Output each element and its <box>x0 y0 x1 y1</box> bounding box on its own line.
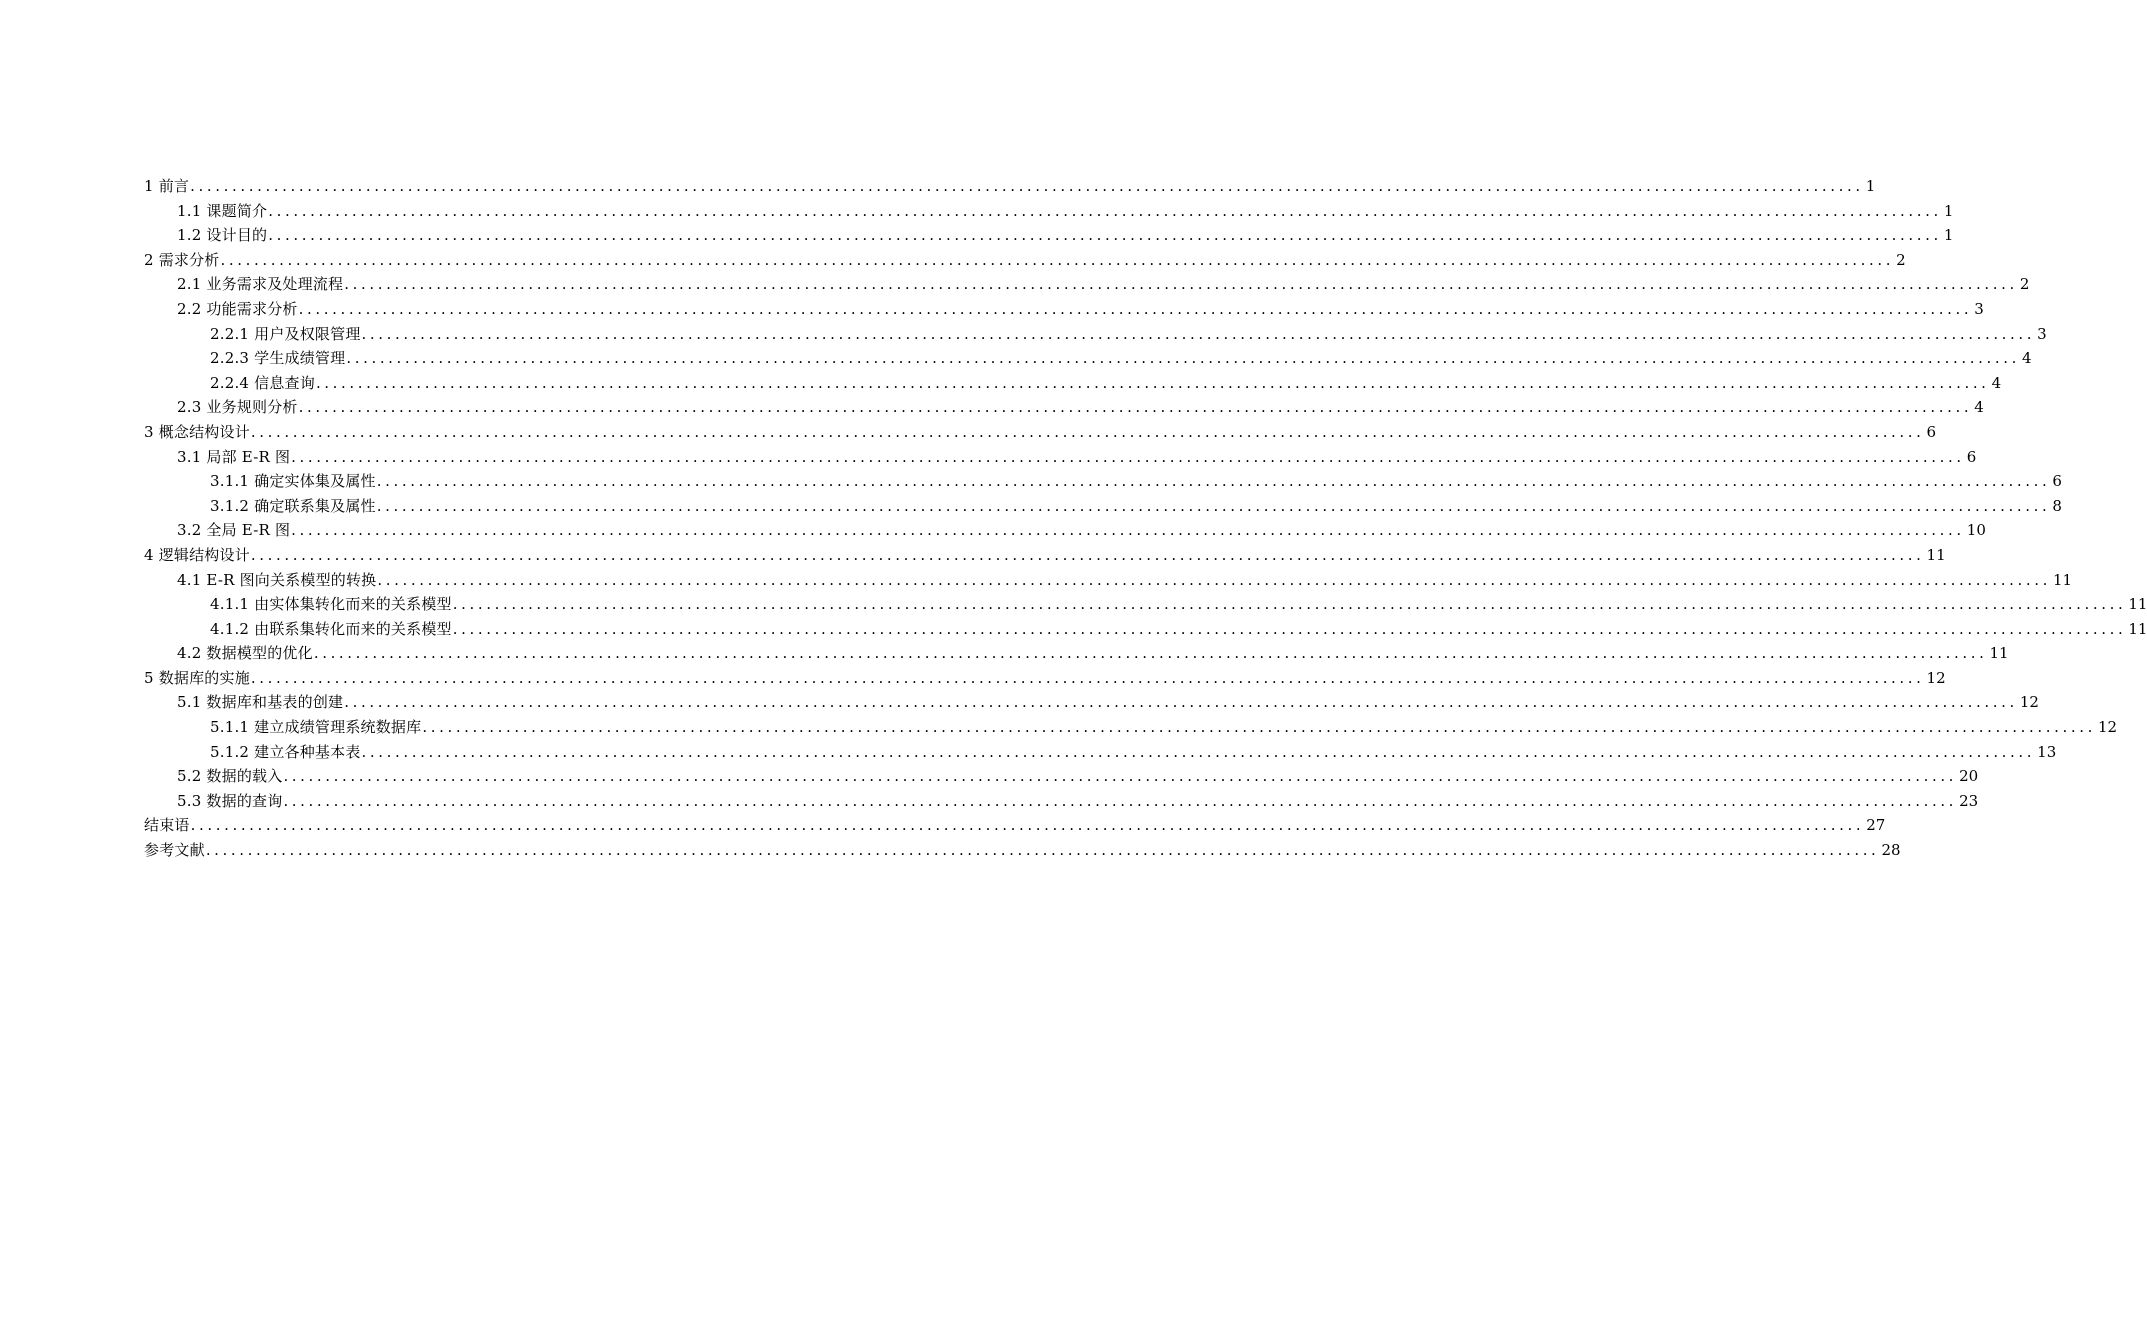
toc-dot-leader: ........................................................................................................................................................................................................ <box>452 619 2127 638</box>
toc-entry-page-number: 4 <box>1991 373 2002 392</box>
toc-entry[interactable] <box>144 568 2073 593</box>
toc-entry-page-number: 3 <box>2037 324 2047 343</box>
toc-entry[interactable] <box>144 248 1906 273</box>
toc-entry-title: 5.2 数据的载入 <box>177 767 283 786</box>
toc-entry-page-number: 1 <box>1943 226 1954 245</box>
toc-dot-leader: ........................................................................................................................................................................................................ <box>315 373 1990 392</box>
toc-entry-page-number: 6 <box>1926 422 1937 441</box>
toc-dot-leader: ........................................................................................................................................................................................................ <box>283 791 1958 810</box>
toc-entry[interactable] <box>144 346 2032 371</box>
toc-entry-page-number: 6 <box>2052 472 2062 491</box>
toc-entry-title: 2.2 功能需求分析 <box>177 299 298 318</box>
toc-dot-leader: ........................................................................................................................................................................................................ <box>344 693 2018 712</box>
toc-entry-title: 5 数据库的实施 <box>144 668 250 687</box>
toc-entry-page-number: 1 <box>1943 201 1954 220</box>
toc-entry-page-number: 28 <box>1881 841 1901 860</box>
toc-entry[interactable] <box>144 420 1937 445</box>
toc-dot-leader: ........................................................................................................................................................................................................ <box>291 447 1965 466</box>
toc-entry[interactable] <box>144 666 1946 691</box>
toc-entry[interactable] <box>144 174 1876 199</box>
toc-dot-leader: ........................................................................................................................................................................................................ <box>346 349 2020 368</box>
toc-entry[interactable] <box>144 223 1954 248</box>
toc-entry-title: 2.3 业务规则分析 <box>177 398 298 417</box>
toc-entry[interactable] <box>144 494 2062 519</box>
toc-dot-leader: ........................................................................................................................................................................................................ <box>190 177 1864 195</box>
toc-entry-page-number: 11 <box>2128 619 2147 638</box>
toc-entry[interactable] <box>144 838 1901 863</box>
toc-entry-page-number: 2 <box>1896 250 1906 269</box>
toc-entry-title: 2 需求分析 <box>144 250 220 269</box>
toc-entry-title: 2.2.1 用户及权限管理 <box>210 324 361 343</box>
toc-entry-title: 4.1.1 由实体集转化而来的关系模型 <box>210 595 452 614</box>
toc-dot-leader: ........................................................................................................................................................................................................ <box>361 324 2036 343</box>
toc-entry-page-number: 13 <box>2037 742 2057 761</box>
toc-entry-page-number: 20 <box>1959 767 1979 786</box>
toc-dot-leader: ........................................................................................................................................................................................................ <box>220 250 1895 269</box>
toc-entry[interactable] <box>144 371 2002 396</box>
toc-entry-page-number: 1 <box>1865 177 1876 195</box>
toc-entry[interactable] <box>144 297 1984 322</box>
toc-entry-title: 结束语 <box>144 816 190 835</box>
toc-dot-leader: ........................................................................................................................................................................................................ <box>376 472 2051 491</box>
toc-entry-page-number: 6 <box>1966 447 1977 466</box>
toc-entry-title: 3.2 全局 E-R 图 <box>177 521 291 540</box>
toc-entry-title: 5.1 数据库和基表的创建 <box>177 693 344 712</box>
toc-dot-leader: ........................................................................................................................................................................................................ <box>298 398 1973 417</box>
toc-dot-leader: ........................................................................................................................................................................................................ <box>190 816 1865 835</box>
toc-entry-page-number: 11 <box>2128 595 2147 614</box>
toc-entry-page-number: 23 <box>1959 791 1979 810</box>
toc-entry-title: 4.1 E-R 图向关系模型的转换 <box>177 570 377 589</box>
toc-entry-page-number: 4 <box>1974 398 1984 417</box>
toc-entry[interactable] <box>144 740 2057 765</box>
toc-entry-page-number: 12 <box>1926 668 1946 687</box>
toc-entry-title: 3 概念结构设计 <box>144 422 250 441</box>
toc-dot-leader: ........................................................................................................................................................................................................ <box>377 570 2052 589</box>
toc-entry-page-number: 11 <box>1989 644 2009 663</box>
toc-entry-page-number: 11 <box>2053 570 2073 589</box>
table-of-contents <box>144 174 2147 863</box>
toc-entry[interactable] <box>144 592 2147 617</box>
toc-dot-leader: ........................................................................................................................................................................................................ <box>283 767 1958 786</box>
toc-entry-page-number: 8 <box>2052 496 2062 515</box>
toc-entry-page-number: 12 <box>2097 718 2118 737</box>
toc-dot-leader: ........................................................................................................................................................................................................ <box>376 496 2051 515</box>
toc-entry-page-number: 12 <box>2019 693 2039 712</box>
toc-dot-leader: ........................................................................................................................................................................................................ <box>291 521 1965 540</box>
toc-dot-leader: ........................................................................................................................................................................................................ <box>268 201 1942 220</box>
toc-entry-title: 2.2.4 信息查询 <box>210 373 315 392</box>
toc-entry-title: 2.1 业务需求及处理流程 <box>177 275 344 294</box>
toc-entry[interactable] <box>144 715 2118 740</box>
toc-entry-page-number: 11 <box>1926 545 1946 564</box>
toc-entry[interactable] <box>144 641 2009 666</box>
toc-dot-leader: ........................................................................................................................................................................................................ <box>268 226 1942 245</box>
toc-dot-leader: ........................................................................................................................................................................................................ <box>298 299 1973 318</box>
toc-entry[interactable] <box>144 789 1979 814</box>
toc-entry-page-number: 2 <box>2019 275 2030 294</box>
toc-entry-title: 5.1.2 建立各种基本表 <box>210 742 361 761</box>
toc-entry[interactable] <box>144 764 1979 789</box>
toc-entry-page-number: 4 <box>2021 349 2032 368</box>
toc-dot-leader: ........................................................................................................................................................................................................ <box>250 668 1925 687</box>
toc-entry[interactable] <box>144 322 2047 347</box>
toc-entry-title: 参考文献 <box>144 841 205 860</box>
toc-entry[interactable] <box>144 395 1984 420</box>
toc-entry[interactable] <box>144 272 2030 297</box>
toc-dot-leader: ........................................................................................................................................................................................................ <box>250 545 1925 564</box>
toc-entry-title: 4.1.2 由联系集转化而来的关系模型 <box>210 619 452 638</box>
toc-entry[interactable] <box>144 690 2039 715</box>
toc-entry-title: 2.2.3 学生成绩管理 <box>210 349 346 368</box>
toc-dot-leader: ........................................................................................................................................................................................................ <box>361 742 2036 761</box>
toc-entry-title: 1 前言 <box>144 177 190 195</box>
toc-entry[interactable] <box>144 543 1946 568</box>
toc-entry-title: 4.2 数据模型的优化 <box>177 644 313 663</box>
toc-entry-title: 3.1.1 确定实体集及属性 <box>210 472 376 491</box>
toc-dot-leader: ........................................................................................................................................................................................................ <box>313 644 1988 663</box>
toc-dot-leader: ........................................................................................................................................................................................................ <box>344 275 2018 294</box>
toc-entry-page-number: 3 <box>1974 299 1984 318</box>
toc-entry[interactable] <box>144 813 1886 838</box>
toc-entry-page-number: 27 <box>1866 816 1886 835</box>
toc-entry[interactable] <box>144 445 1977 470</box>
toc-dot-leader: ........................................................................................................................................................................................................ <box>422 718 2096 737</box>
toc-dot-leader: ........................................................................................................................................................................................................ <box>452 595 2127 614</box>
toc-entry-title: 3.1.2 确定联系集及属性 <box>210 496 376 515</box>
toc-entry[interactable] <box>144 199 1954 224</box>
toc-entry-page-number: 10 <box>1966 521 1986 540</box>
toc-entry-title: 5.1.1 建立成绩管理系统数据库 <box>210 718 422 737</box>
toc-entry[interactable] <box>144 617 2147 642</box>
toc-entry[interactable] <box>144 518 1986 543</box>
toc-dot-leader: ........................................................................................................................................................................................................ <box>205 841 1880 860</box>
toc-entry-title: 4 逻辑结构设计 <box>144 545 250 564</box>
toc-entry[interactable] <box>144 469 2062 494</box>
toc-entry-title: 5.3 数据的查询 <box>177 791 283 810</box>
toc-entry-title: 1.1 课题简介 <box>177 201 268 220</box>
toc-entry-title: 3.1 局部 E-R 图 <box>177 447 291 466</box>
toc-dot-leader: ........................................................................................................................................................................................................ <box>250 422 1925 441</box>
toc-entry-title: 1.2 设计目的 <box>177 226 268 245</box>
